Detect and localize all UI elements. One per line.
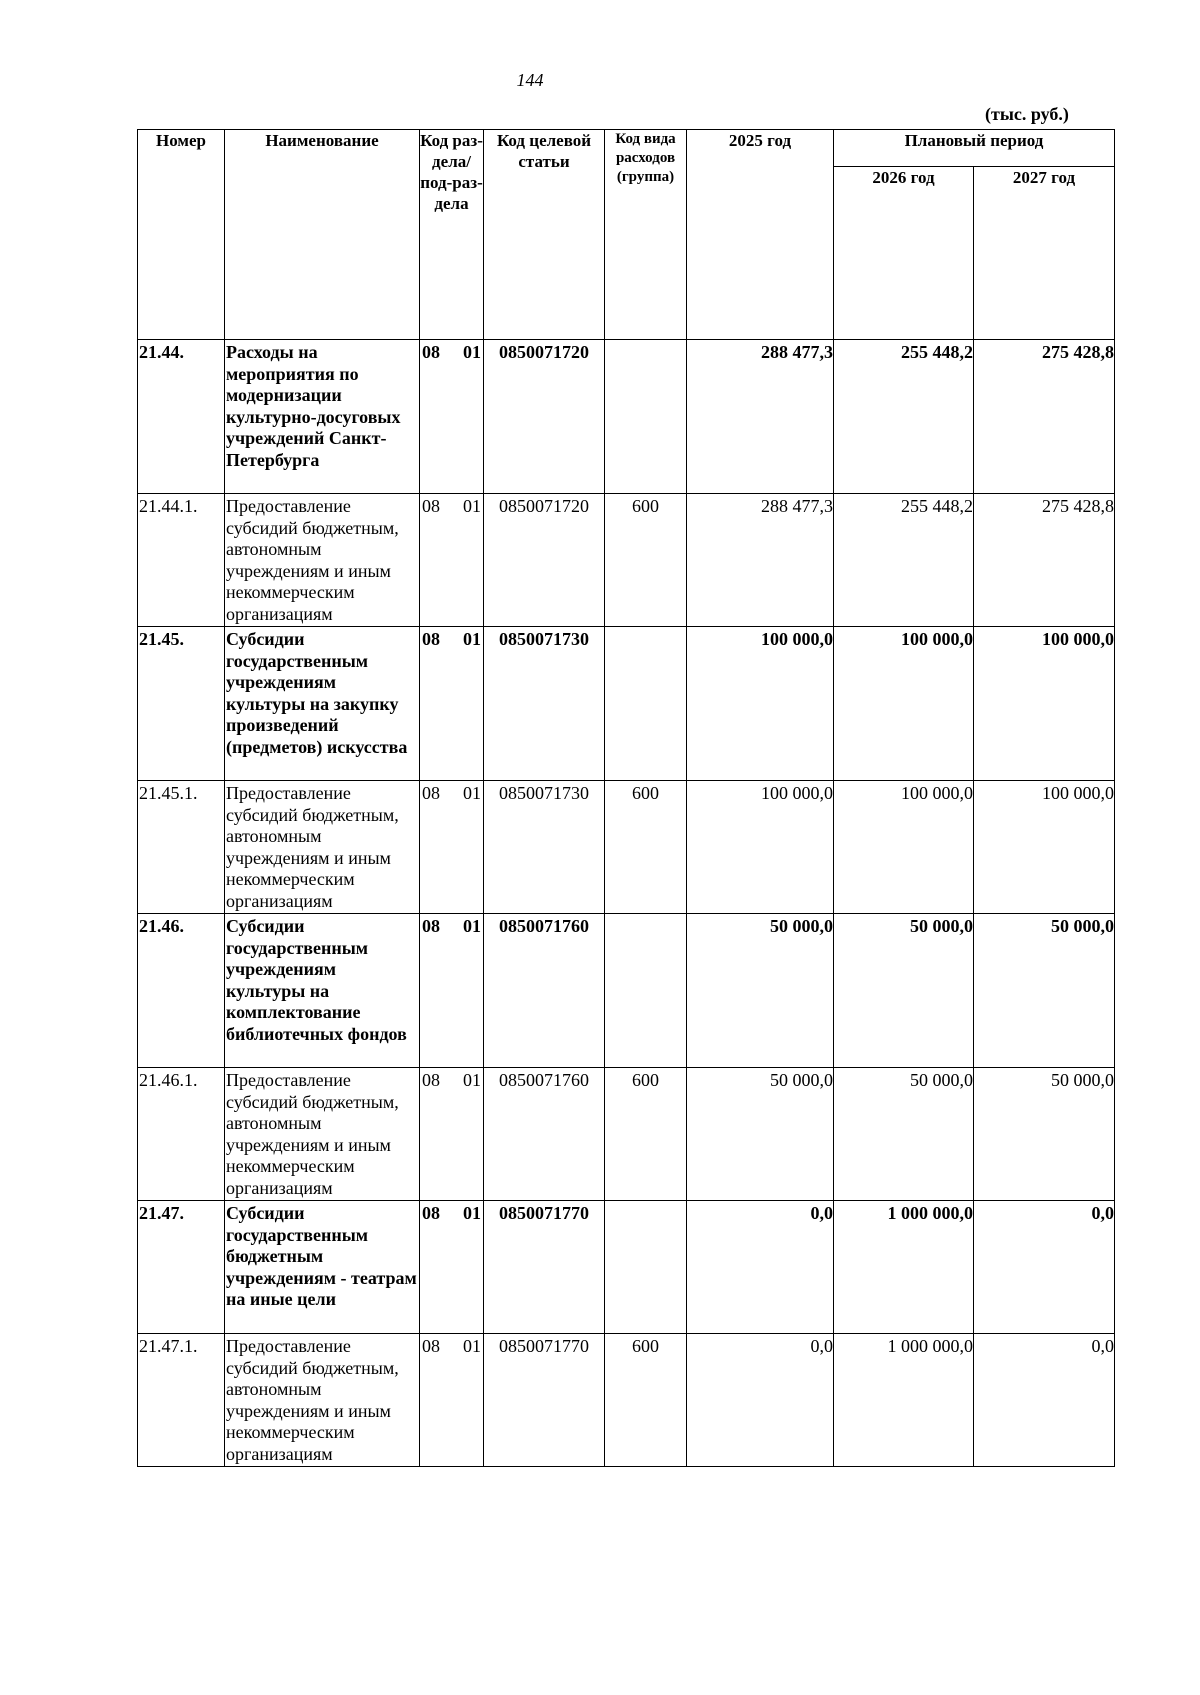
row-amount-2027: 275 428,8 [974, 340, 1115, 494]
row-amount-2025: 50 000,0 [687, 1068, 834, 1201]
row-amount-2026: 1 000 000,0 [834, 1201, 974, 1334]
row-name: Субсидии государственным учреждениям культуры на закупку произведений (предметов) искусства [225, 627, 420, 781]
table-row [138, 1334, 1115, 1467]
row-number: 21.44. [138, 340, 225, 494]
subsection-code: 01 [463, 916, 481, 936]
row-amount-2027: 275 428,8 [974, 494, 1115, 627]
row-amount-2025: 0,0 [687, 1334, 834, 1467]
row-expense-code: 600 [605, 781, 687, 914]
row-expense-code [605, 914, 687, 1068]
row-amount-2025: 50 000,0 [687, 914, 834, 1068]
header-year-2027: 2027 год [974, 167, 1115, 340]
section-code: 08 [422, 1070, 440, 1090]
row-number: 21.46.1. [138, 1068, 225, 1201]
row-name: Предоставление субсидий бюджетным, автономным учреждениям и иным некоммерческим организациям [225, 1334, 420, 1467]
subsection-code: 01 [463, 1070, 481, 1090]
row-name: Субсидии государственным бюджетным учреждениям - театрам на иные цели [225, 1201, 420, 1334]
section-code: 08 [422, 496, 440, 516]
row-number: 21.46. [138, 914, 225, 1068]
header-year-2025: 2025 год [687, 130, 834, 340]
page-number: 144 [516, 70, 544, 90]
subsection-code: 01 [463, 1336, 481, 1356]
row-expense-code [605, 1201, 687, 1334]
table-body [138, 340, 1115, 1467]
header-plan-period: Плановый период [834, 130, 1115, 167]
row-amount-2025: 288 477,3 [687, 340, 834, 494]
row-name: Субсидии государственным учреждениям культуры на комплектование библиотечных фондов [225, 914, 420, 1068]
subsection-code: 01 [463, 496, 481, 516]
row-section-code [420, 627, 484, 781]
row-number: 21.44.1. [138, 494, 225, 627]
subsection-code: 01 [463, 1203, 481, 1223]
table-row [138, 1201, 1115, 1334]
row-expense-code [605, 340, 687, 494]
row-number: 21.47. [138, 1201, 225, 1334]
row-amount-2026: 50 000,0 [834, 914, 974, 1068]
row-amount-2026: 50 000,0 [834, 1068, 974, 1201]
row-amount-2027: 50 000,0 [974, 914, 1115, 1068]
row-amount-2027: 0,0 [974, 1201, 1115, 1334]
row-target-code: 0850071770 [484, 1201, 605, 1334]
header-section-code: Код раз-дела/ под-раз-дела [420, 130, 484, 340]
row-name: Предоставление субсидий бюджетным, автономным учреждениям и иным некоммерческим организациям [225, 781, 420, 914]
row-amount-2025: 288 477,3 [687, 494, 834, 627]
row-name: Расходы на мероприятия по модернизации культурно-досуговых учреждений Санкт-Петербурга [225, 340, 420, 494]
row-target-code: 0850071730 [484, 627, 605, 781]
row-expense-code: 600 [605, 1334, 687, 1467]
table-row [138, 914, 1115, 1068]
row-amount-2027: 0,0 [974, 1334, 1115, 1467]
subsection-code: 01 [463, 629, 481, 649]
row-amount-2025: 100 000,0 [687, 781, 834, 914]
section-code: 08 [422, 783, 440, 803]
row-target-code: 0850071760 [484, 914, 605, 1068]
section-code: 08 [422, 1336, 440, 1356]
budget-table [137, 129, 1115, 1467]
table-row [138, 627, 1115, 781]
row-section-code [420, 781, 484, 914]
row-expense-code [605, 627, 687, 781]
header-name: Наименование [225, 130, 420, 340]
units-label: (тыс. руб.) [985, 104, 1069, 124]
header-year-2026: 2026 год [834, 167, 974, 340]
row-amount-2026: 255 448,2 [834, 340, 974, 494]
row-amount-2026: 100 000,0 [834, 627, 974, 781]
row-target-code: 0850071770 [484, 1334, 605, 1467]
row-number: 21.45. [138, 627, 225, 781]
row-target-code: 0850071720 [484, 340, 605, 494]
row-amount-2025: 0,0 [687, 1201, 834, 1334]
row-target-code: 0850071760 [484, 1068, 605, 1201]
section-code: 08 [422, 916, 440, 936]
header-target-code: Код целевой статьи [484, 130, 605, 340]
row-number: 21.45.1. [138, 781, 225, 914]
row-amount-2026: 100 000,0 [834, 781, 974, 914]
row-section-code [420, 1334, 484, 1467]
row-section-code [420, 914, 484, 1068]
header-expense-code: Код вида расходов (группа) [605, 130, 687, 340]
table-row [138, 781, 1115, 914]
table-row [138, 494, 1115, 627]
row-amount-2027: 50 000,0 [974, 1068, 1115, 1201]
table-row [138, 340, 1115, 494]
section-code: 08 [422, 629, 440, 649]
row-amount-2026: 255 448,2 [834, 494, 974, 627]
row-amount-2027: 100 000,0 [974, 781, 1115, 914]
table-row [138, 1068, 1115, 1201]
row-name: Предоставление субсидий бюджетным, автономным учреждениям и иным некоммерческим организациям [225, 494, 420, 627]
row-amount-2025: 100 000,0 [687, 627, 834, 781]
row-expense-code: 600 [605, 494, 687, 627]
row-target-code: 0850071720 [484, 494, 605, 627]
row-section-code [420, 340, 484, 494]
row-section-code [420, 494, 484, 627]
row-target-code: 0850071730 [484, 781, 605, 914]
header-number: Номер [138, 130, 225, 340]
subsection-code: 01 [463, 342, 481, 362]
section-code: 08 [422, 342, 440, 362]
row-section-code [420, 1068, 484, 1201]
subsection-code: 01 [463, 783, 481, 803]
row-amount-2027: 100 000,0 [974, 627, 1115, 781]
row-number: 21.47.1. [138, 1334, 225, 1467]
row-name: Предоставление субсидий бюджетным, автономным учреждениям и иным некоммерческим организациям [225, 1068, 420, 1201]
row-section-code [420, 1201, 484, 1334]
row-amount-2026: 1 000 000,0 [834, 1334, 974, 1467]
section-code: 08 [422, 1203, 440, 1223]
row-expense-code: 600 [605, 1068, 687, 1201]
